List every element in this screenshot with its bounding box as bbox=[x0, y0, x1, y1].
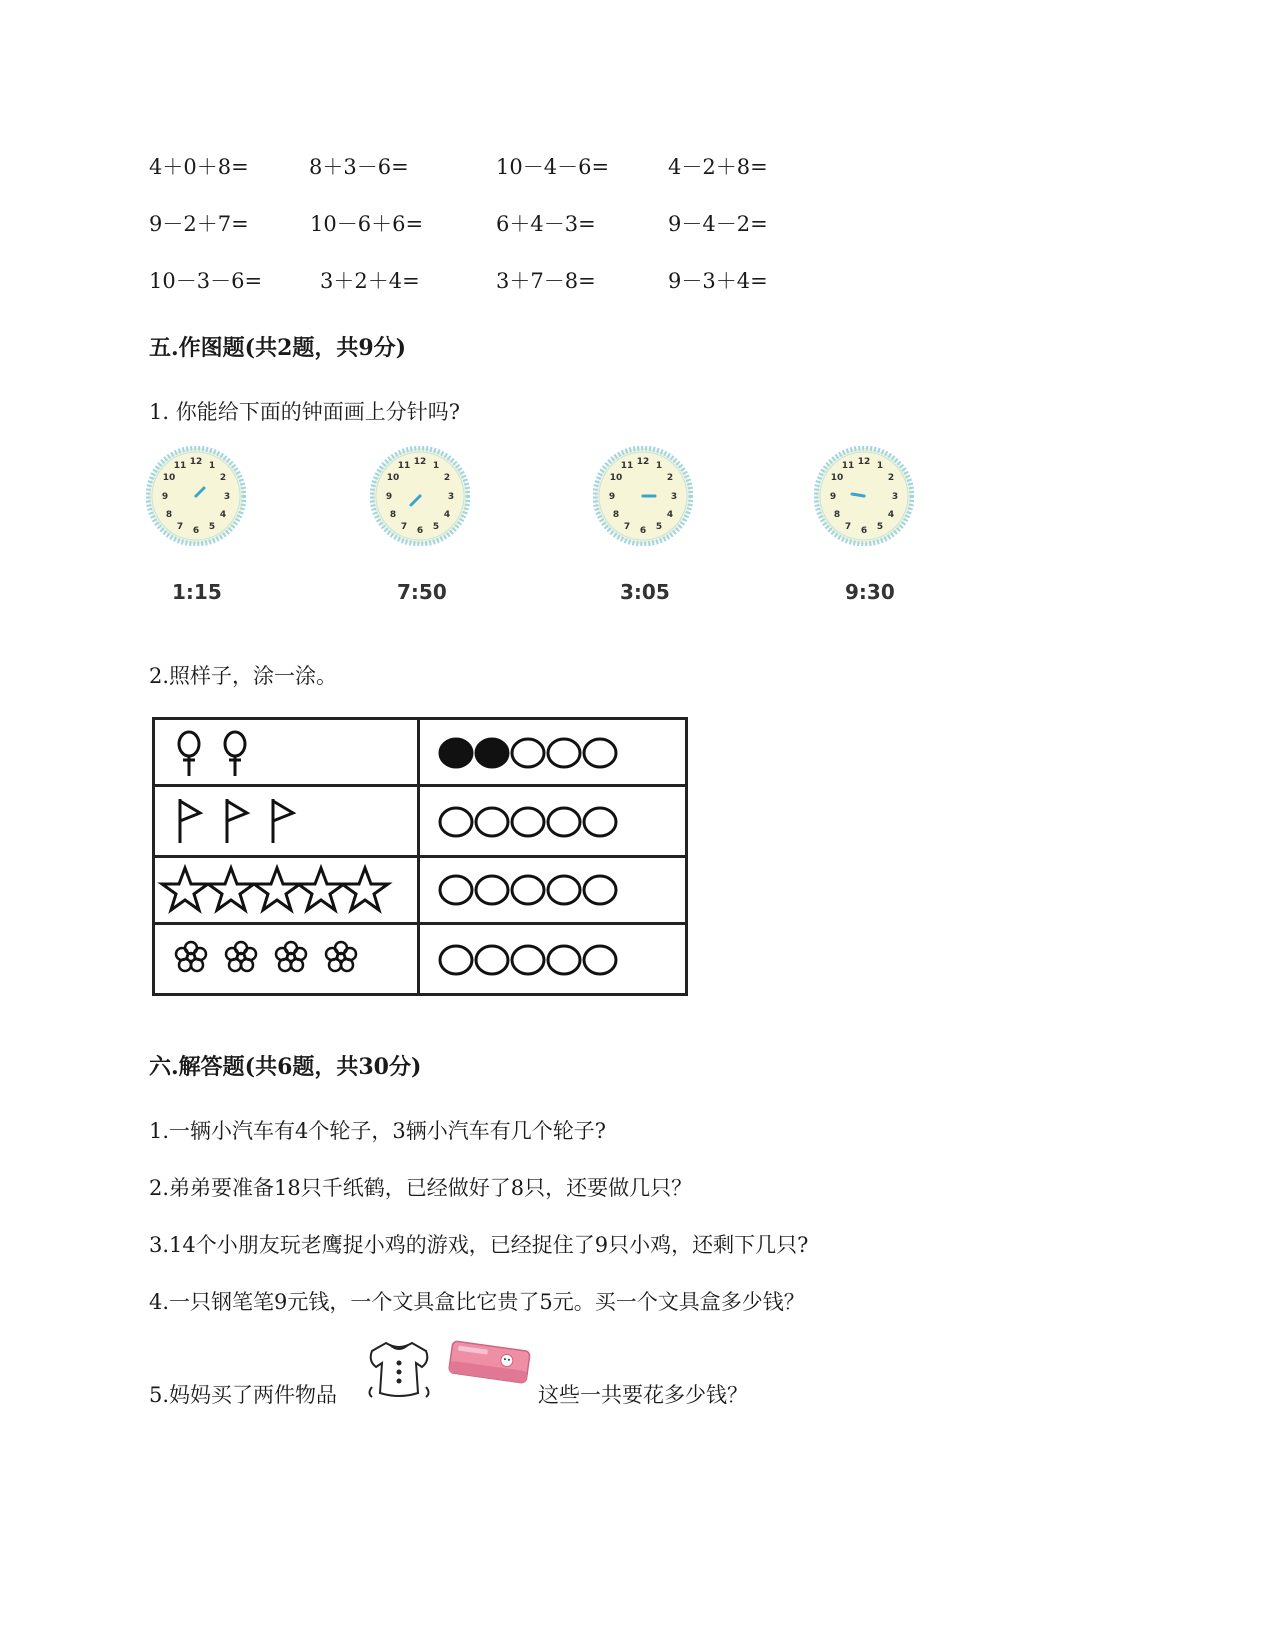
svg-text:10: 10 bbox=[830, 473, 844, 483]
svg-text:3: 3 bbox=[447, 492, 455, 502]
svg-text:4: 4 bbox=[219, 510, 227, 520]
svg-text:8: 8 bbox=[165, 510, 173, 520]
svg-text:1: 1 bbox=[208, 461, 216, 471]
section-heading: 六.解答题(共6题，共30分) bbox=[149, 1054, 422, 1080]
question-text: 这些一共要花多少钱？ bbox=[538, 1383, 748, 1407]
svg-text:3: 3 bbox=[670, 492, 678, 502]
svg-text:3: 3 bbox=[891, 492, 899, 502]
svg-text:11: 11 bbox=[173, 461, 187, 471]
svg-text:12: 12 bbox=[636, 457, 650, 467]
shirt-icon bbox=[364, 1337, 434, 1403]
clock-face-icon bbox=[814, 446, 914, 546]
circles-cell bbox=[419, 719, 687, 786]
svg-text:10: 10 bbox=[386, 473, 400, 483]
circles-cell bbox=[419, 857, 687, 924]
svg-text:1: 1 bbox=[655, 461, 663, 471]
svg-text:4: 4 bbox=[666, 510, 674, 520]
question-text: 1.一辆小汽车有4个轮子，3辆小汽车有几个轮子? bbox=[149, 1119, 607, 1143]
svg-text:6: 6 bbox=[639, 526, 647, 536]
svg-text:8: 8 bbox=[833, 510, 841, 520]
svg-text:5: 5 bbox=[432, 522, 440, 532]
objects-cell bbox=[154, 719, 419, 786]
table-row bbox=[154, 924, 687, 995]
coloring-table bbox=[152, 717, 688, 996]
question-text: 5.妈妈买了两件物品 bbox=[149, 1383, 338, 1407]
svg-text:6: 6 bbox=[192, 526, 200, 536]
svg-text:1: 1 bbox=[432, 461, 440, 471]
flag-icon bbox=[155, 787, 417, 851]
equation: 10－6＋6= bbox=[310, 212, 424, 236]
svg-text:2: 2 bbox=[887, 473, 895, 483]
table-row bbox=[154, 857, 687, 924]
equation: 8＋3－6= bbox=[309, 155, 409, 179]
clock-time-label: 9:30 bbox=[845, 580, 895, 604]
svg-text:9: 9 bbox=[161, 492, 169, 502]
svg-text:1: 1 bbox=[876, 461, 884, 471]
svg-text:12: 12 bbox=[189, 457, 203, 467]
svg-text:3: 3 bbox=[223, 492, 231, 502]
equation: 10－4－6= bbox=[496, 155, 610, 179]
equation: 9－4－2= bbox=[668, 212, 768, 236]
svg-text:7: 7 bbox=[844, 522, 852, 532]
equation: 4－2＋8= bbox=[668, 155, 768, 179]
question-text: 2.弟弟要准备18只千纸鹤，已经做好了8只，还要做几只？ bbox=[149, 1176, 693, 1200]
equation: 6＋4－3= bbox=[496, 212, 596, 236]
objects-cell bbox=[154, 786, 419, 857]
svg-text:12: 12 bbox=[857, 457, 871, 467]
equation: 4＋0＋8= bbox=[149, 155, 249, 179]
svg-text:12: 12 bbox=[413, 457, 427, 467]
svg-text:11: 11 bbox=[620, 461, 634, 471]
circle-row bbox=[420, 925, 685, 989]
objects-cell bbox=[154, 924, 419, 995]
circle-row bbox=[420, 720, 685, 780]
pencil-case-icon bbox=[444, 1336, 534, 1394]
svg-text:10: 10 bbox=[609, 473, 623, 483]
question-text: 3.14个小朋友玩老鹰捉小鸡的游戏，已经捉住了9只小鸡，还剩下几只? bbox=[149, 1233, 809, 1257]
svg-text:9: 9 bbox=[385, 492, 393, 502]
equation: 10－3－6= bbox=[149, 269, 263, 293]
question-text: 1. 你能给下面的钟面画上分针吗? bbox=[149, 400, 460, 424]
svg-text:2: 2 bbox=[443, 473, 451, 483]
question-text: 2.照样子，涂一涂。 bbox=[149, 664, 338, 688]
svg-text:7: 7 bbox=[623, 522, 631, 532]
table-row bbox=[154, 719, 687, 786]
clock-face-icon bbox=[370, 446, 470, 546]
clock-time-label: 7:50 bbox=[397, 580, 447, 604]
equation: 3＋2＋4= bbox=[320, 269, 420, 293]
circle-row bbox=[420, 787, 685, 851]
equation: 9－3＋4= bbox=[668, 269, 768, 293]
circles-cell bbox=[419, 786, 687, 857]
svg-text:6: 6 bbox=[416, 526, 424, 536]
svg-text:5: 5 bbox=[208, 522, 216, 532]
balloon-icon bbox=[155, 720, 417, 780]
svg-text:4: 4 bbox=[887, 510, 895, 520]
clock-time-label: 3:05 bbox=[620, 580, 670, 604]
svg-text:11: 11 bbox=[841, 461, 855, 471]
svg-text:8: 8 bbox=[389, 510, 397, 520]
svg-text:5: 5 bbox=[876, 522, 884, 532]
svg-text:11: 11 bbox=[397, 461, 411, 471]
svg-text:6: 6 bbox=[860, 526, 868, 536]
section-heading: 五.作图题(共2题，共9分) bbox=[149, 335, 407, 361]
circle-row bbox=[420, 858, 685, 918]
objects-cell bbox=[154, 857, 419, 924]
svg-text:9: 9 bbox=[829, 492, 837, 502]
svg-text:8: 8 bbox=[612, 510, 620, 520]
flower-icon bbox=[155, 925, 417, 989]
svg-text:7: 7 bbox=[176, 522, 184, 532]
circles-cell bbox=[419, 924, 687, 995]
svg-text:2: 2 bbox=[219, 473, 227, 483]
question-text: 4.一只钢笔笔9元钱，一个文具盒比它贵了5元。买一个文具盒多少钱？ bbox=[149, 1290, 805, 1314]
table-row bbox=[154, 786, 687, 857]
clock-face-icon bbox=[146, 446, 246, 546]
clock-face-icon bbox=[593, 446, 693, 546]
equation: 3＋7－8= bbox=[496, 269, 596, 293]
clock-time-label: 1:15 bbox=[172, 580, 222, 604]
star-icon bbox=[155, 858, 417, 918]
svg-text:10: 10 bbox=[162, 473, 176, 483]
svg-text:7: 7 bbox=[400, 522, 408, 532]
svg-text:2: 2 bbox=[666, 473, 674, 483]
svg-text:5: 5 bbox=[655, 522, 663, 532]
equation: 9－2＋7= bbox=[149, 212, 249, 236]
svg-text:9: 9 bbox=[608, 492, 616, 502]
svg-text:4: 4 bbox=[443, 510, 451, 520]
